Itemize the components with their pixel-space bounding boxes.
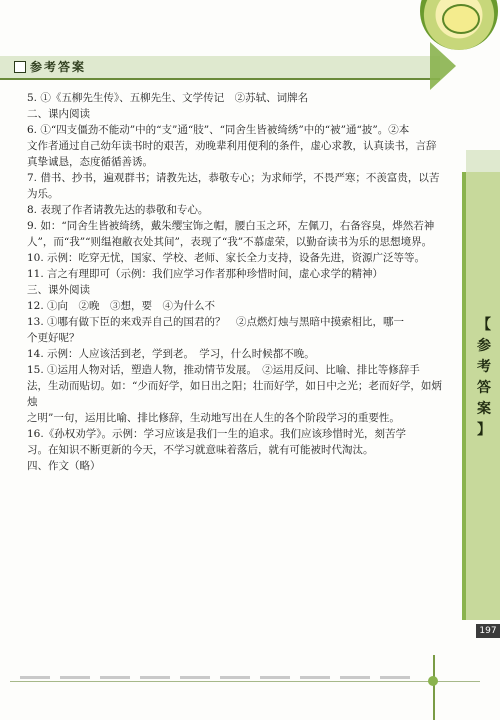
answer-line: 人”，而“我”“则缊袍敝衣处其间”，表现了“我”不慕虚荣，以勤奋读书为乐的思想境界。 (27, 236, 433, 248)
side-tab-label (474, 315, 494, 441)
header-arrow-icon (430, 42, 456, 90)
side-tab-char: 考 (477, 359, 491, 375)
answer-line: 文作者通过自己幼年读书时的艰苦，劝晚辈利用便利的条件，虚心求教，认真读书，言辞 (27, 140, 437, 152)
answer-content (27, 90, 445, 474)
section-heading: 二、课内阅读 (27, 108, 90, 120)
answer-line: 8. 表现了作者请教先达的恭敬和专心。 (27, 204, 209, 216)
side-tab-top (466, 150, 500, 172)
header-checkbox-icon (14, 61, 26, 73)
page-header-title: 参考答案 (30, 60, 87, 74)
answer-line: 15. ①运用人物对话，塑造人物，推动情节发展。 ②运用反问、比喻、排比等修辞手 (27, 364, 420, 376)
answer-line: 11. 言之有理即可（示例：我们应学习作者那种珍惜时间，虚心求学的精神） (27, 268, 384, 280)
answer-line: 6. ①“四支僵劲不能动”中的“支”通“肢”、“同舍生皆被绮绣”中的“被”通“披”。②本 (27, 124, 410, 136)
answer-line: 9. 如：“同舍生皆被绮绣，戴朱缨宝饰之帽，腰白玉之环，左佩刀，右备容臭，烨然若神 (27, 220, 435, 232)
answer-line: 为乐。 (27, 188, 59, 200)
side-tab-char: 【 (477, 317, 491, 333)
decorative-logo-center (442, 4, 480, 34)
answer-line: 之明”一句，运用比喻、排比修辞，生动地写出在人生的各个阶段学习的重要性。 (27, 412, 400, 424)
answer-line: 13. ①哪有做下臣的来戏弄自己的国君的？ ②点燃灯烛与黑暗中摸索相比，哪一 (27, 316, 405, 328)
answer-line: 个更好呢？ (27, 332, 80, 344)
footer-stem-decoration (433, 655, 435, 720)
answer-line: 7. 借书、抄书，遍观群书；请教先达，恭敬专心；为求师学，不畏严寒；不羡富贵，以苦 (27, 172, 440, 184)
footer-leaf-decoration (428, 676, 438, 686)
page-number: 197 (476, 624, 500, 638)
answer-line: 5. ①《五柳先生传》、五柳先生、文学传记 ②苏轼、词牌名 (27, 92, 309, 104)
footer-divider (10, 681, 480, 682)
side-tab-char: 答 (477, 380, 491, 396)
section-heading: 四、作文（略） (27, 460, 101, 472)
answer-line: 10. 示例：吃穿无忧，国家、学校、老师、家长全力支持，设备先进，资源广泛等等。 (27, 252, 426, 264)
side-tab-char: 参 (477, 338, 491, 354)
section-heading: 三、课外阅读 (27, 284, 90, 296)
footer-dots (20, 676, 420, 679)
side-tab-char: 】 (477, 422, 491, 438)
answer-line: 法，生动而贴切。如：“少而好学，如日出之阳；壮而好学，如日中之光；老而好学，如炳烛 (27, 380, 442, 408)
answer-line: 14. 示例：人应该活到老，学到老。 学习，什么时候都不晚。 (27, 348, 315, 360)
side-tab-char: 案 (477, 401, 491, 417)
answer-line: 真挚诚恳，态度循循善诱。 (27, 156, 153, 168)
answer-line: 12. ①向 ②晚 ③想，要 ④为什么不 (27, 300, 216, 312)
answer-line: 习。在知识不断更新的今天，不学习就意味着落后，就有可能被时代淘汰。 (27, 444, 374, 456)
answer-line: 16.《孙权劝学》。示例：学习应该是我们一生的追求。我们应该珍惜时光，刻苦学 (27, 428, 406, 440)
